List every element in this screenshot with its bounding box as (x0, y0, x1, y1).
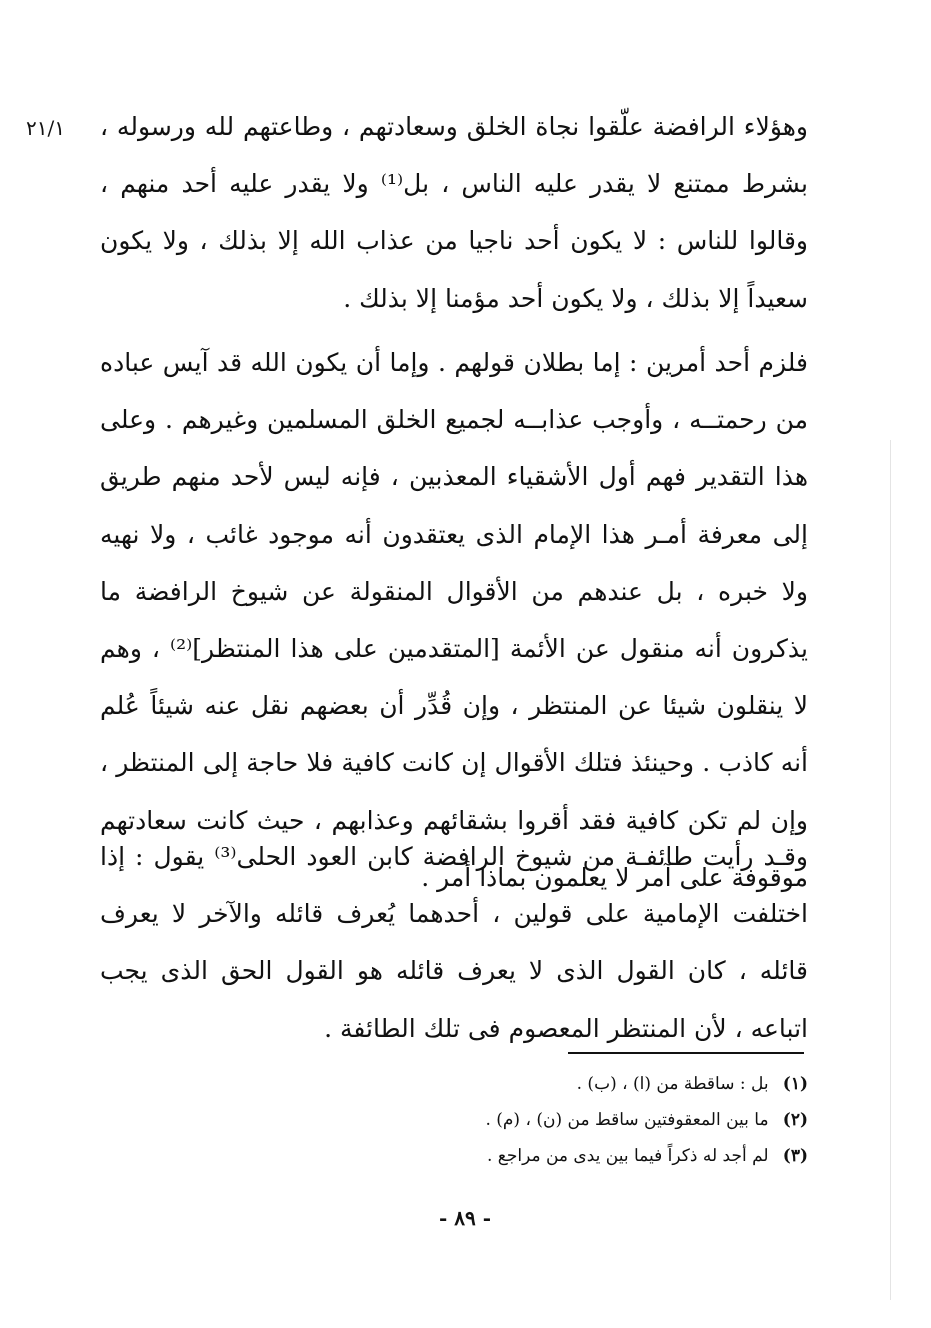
footnote-separator (568, 1052, 804, 1054)
footnote-number: (١) (782, 1074, 808, 1094)
paragraph-2: فلزم أحد أمرين : إما بطلان قولهم . وإما أن يكون الله قد آيس عباده من رحمتــه ، وأوجب عذابــه لجميع الخلق المسلمين وغيرهم . وعلى هذا التقدير فهم أول الأشقياء المعذبين ، فإنه ليس لأحد منهم طريق إلى معرفة أمـر هذا الإمام الذى يعتقدون أنه موجود غائب ، ولا نهيه ولا خبره ، بل عندهم من الأقوال المنقولة عن شيوخ الرافضة ما يذكرون أنه منقول عن الأئمة [المتقدمين على هذا المنتظر]⁽²⁾ ، وهم لا ينقلون شيئا عن المنتظر ، وإن قُدِّر أن بعضهم نقل عنه شيئاً عُلم أنه كاذب . وحينئذ فتلك الأقوال إن كانت كافية فلا حاجة إلى المنتظر ، وإن لم تكن كافية فقد أقروا بشقائهم وعذابهم ، حيث كانت سعادتهم موقوفة على آمر لا يعلمون بماذا أمر . (100, 348, 808, 892)
footnote-text: بل : ساقطة من (ا) ، (ب) . (576, 1074, 769, 1094)
footnote-2 (300, 1102, 808, 1138)
paragraph-1: وهؤلاء الرافضة علّقوا نجاة الخلق وسعادتهم ، وطاعتهم لله ورسوله ، بشرط ممتنع لا يقدر عليه الناس ، بل⁽¹⁾ ولا يقدر عليه أحد منهم ، وقالوا للناس : لا يكون أحد ناجيا من عذاب الله إلا بذلك ، ولا يكون سعيداً إلا بذلك ، ولا يكون أحد مؤمنا إلا بذلك . (100, 112, 808, 313)
footnote-number: (٣) (782, 1146, 808, 1166)
footnote-text: لم أجد له ذكراً فيما بين يدى من مراجع . (487, 1146, 769, 1166)
footnote-number: (٢) (782, 1110, 808, 1130)
footnote-3 (300, 1138, 808, 1174)
scan-edge-line (890, 440, 891, 1300)
paragraph-3: وقـد رأيت طائفـة من شيوخ الرافضة كابن العود الحلى⁽³⁾ يقول : إذا اختلفت الإمامية على قولين ، أحدهما يُعرف قائله والآخر لا يعرف قائله ، كان القول الذى لا يعرف قائله هو القول الحق الذى يجب اتباعه ، لأن المنتظر المعصوم فى تلك الطائفة . (100, 842, 808, 1043)
margin-reference: ٢١/١ (26, 116, 65, 140)
footnotes (300, 1066, 808, 1174)
footnote-text: ما بين المعقوفتين ساقط من (ن) ، (م) . (485, 1110, 769, 1130)
page-number: - ٨٩ - (438, 1206, 491, 1230)
footnote-1 (300, 1066, 808, 1102)
